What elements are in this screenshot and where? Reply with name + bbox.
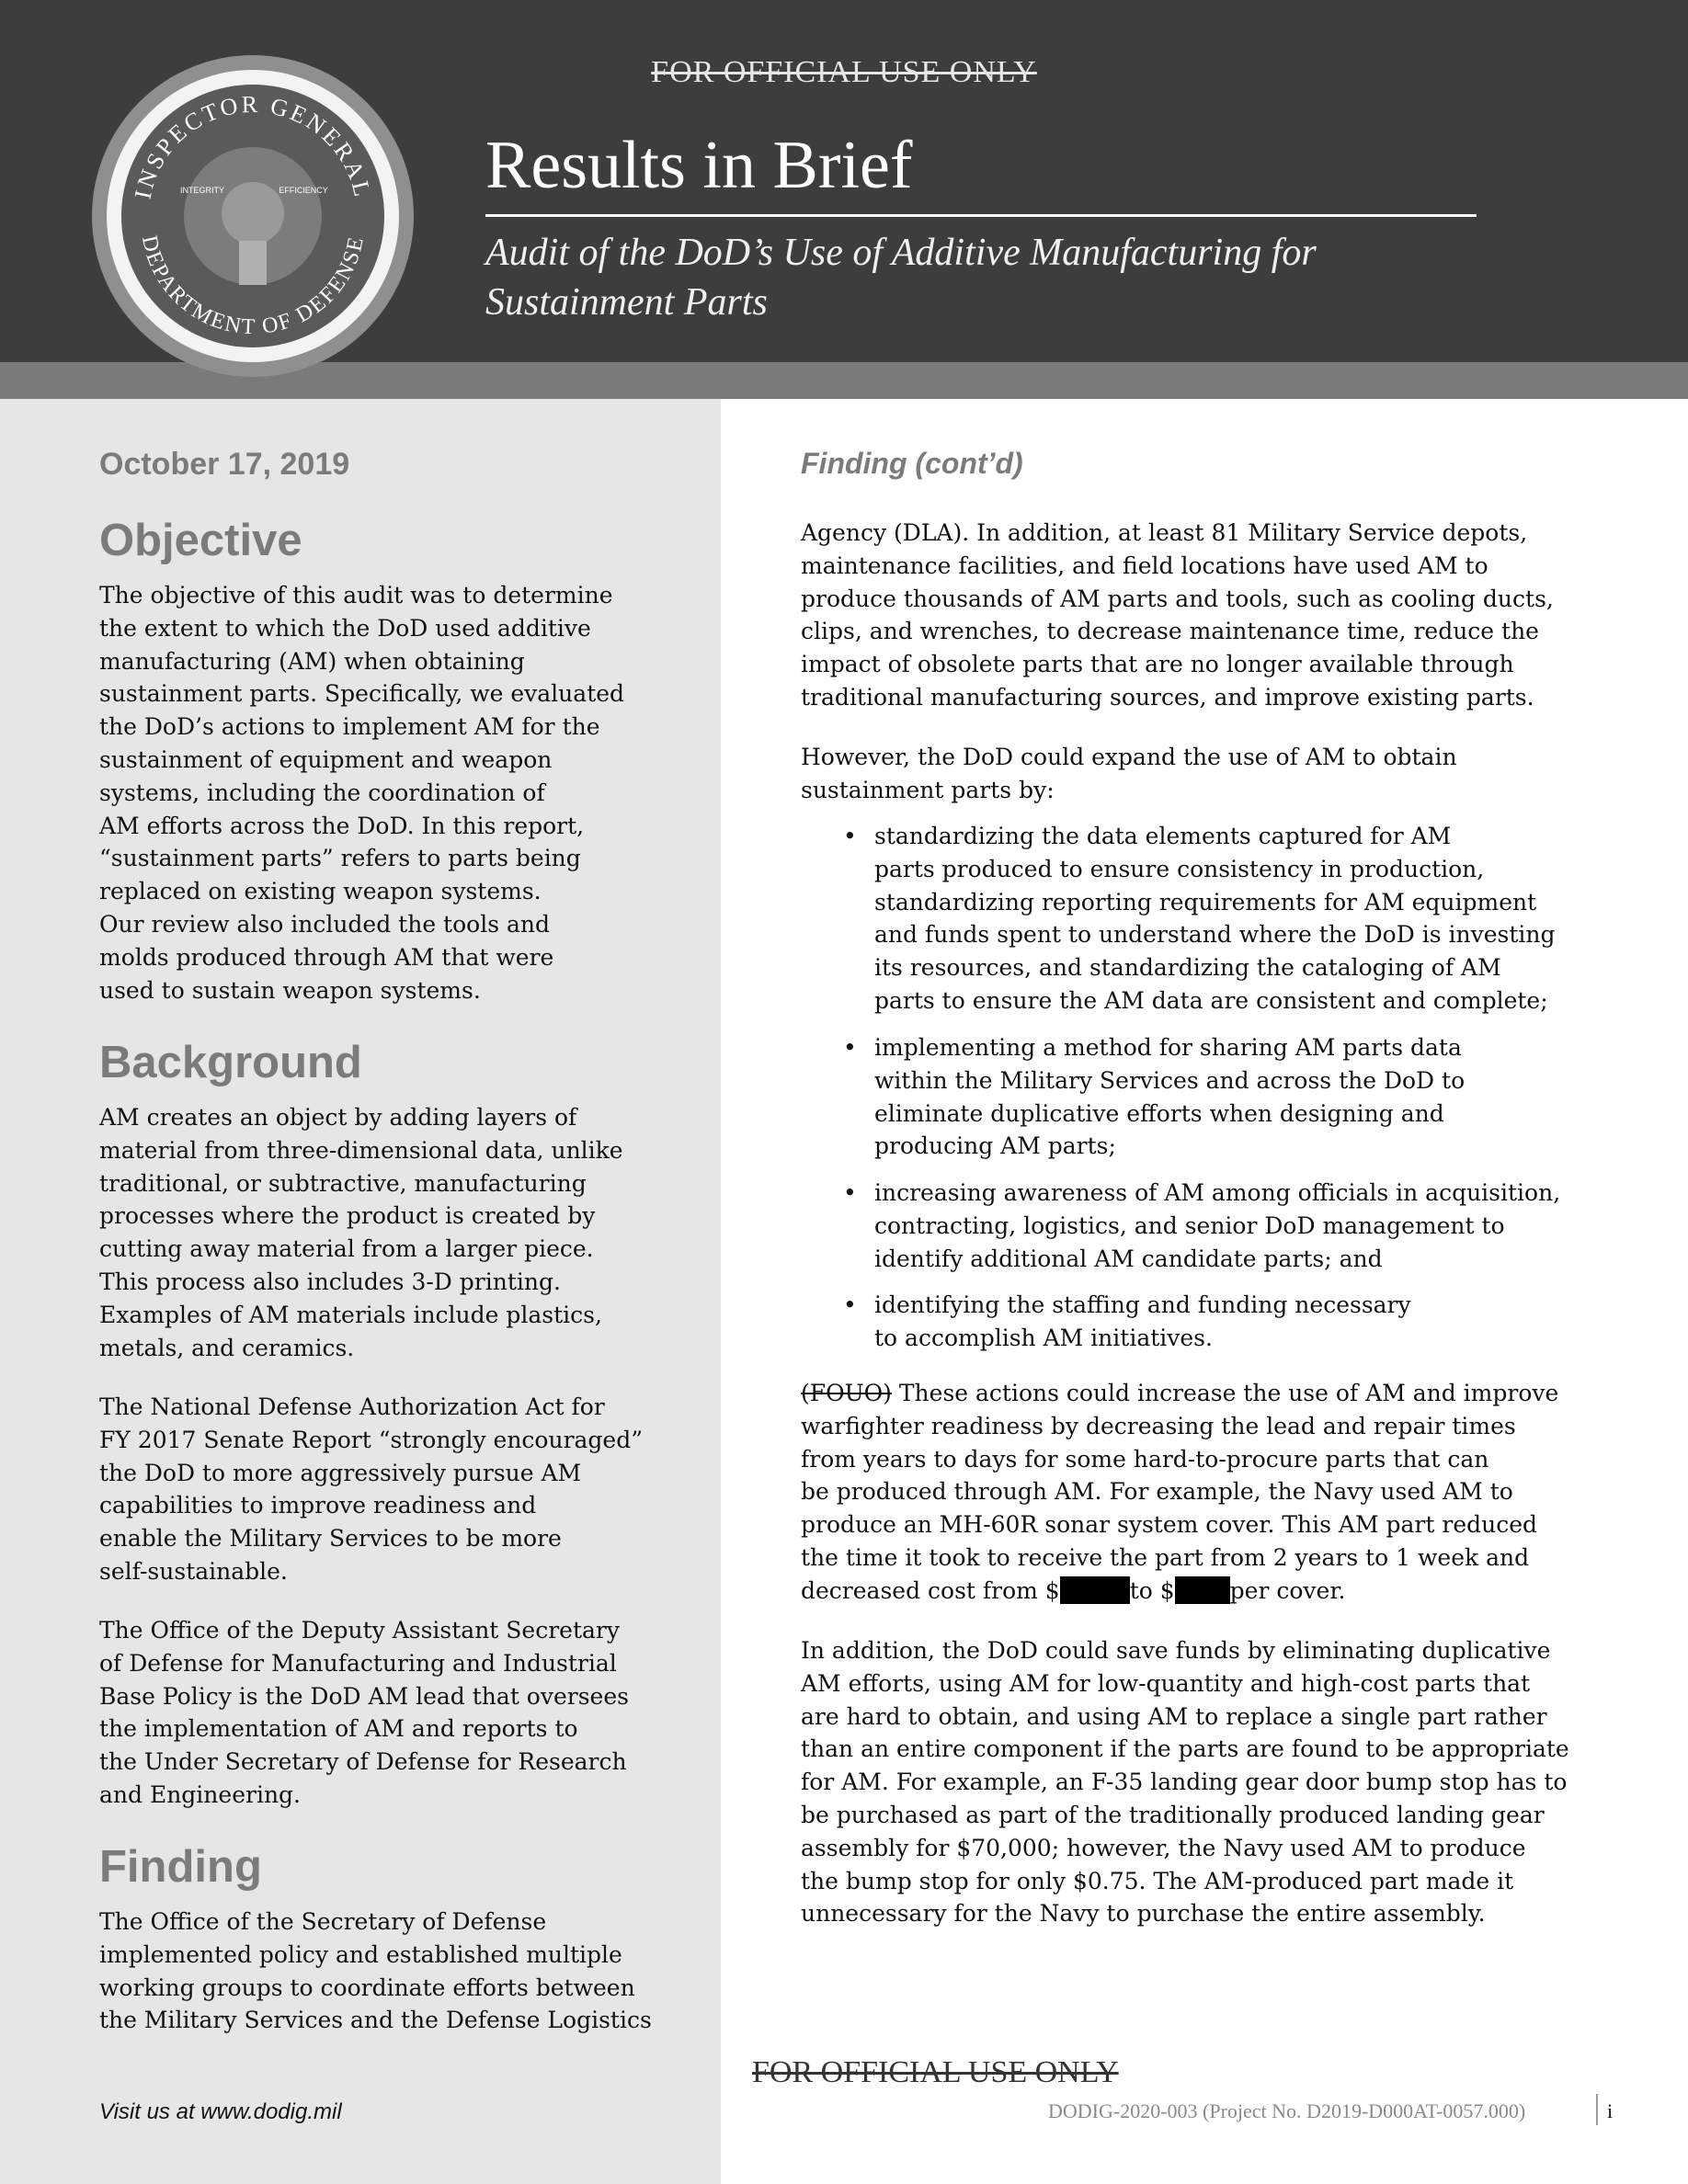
fouo-marking: (FOUO)	[801, 1380, 892, 1406]
list-item: implementing a method for sharing AM parts data within the Military Services and across the DoD to eliminate duplicative efforts when designing and producing AM parts;	[874, 1034, 1466, 1160]
subtitle-line-1: Audit of the DoD’s Use of Additive Manufacturing for	[485, 232, 1317, 274]
finding-paragraph-3	[801, 1377, 1610, 1608]
finding-paragraph-4: In addition, the DoD could save funds by eliminating duplicative AM efforts, using AM for low-quantity and high-cost parts that are hard to obtain, and using AM to replace a single part rather than an entire component if the parts are found to be appropriate for AM. For example, an F-35 landing gear door bump stop has to be purchased as part of the traditionally produced landing gear assembly for $70,000; however, the Navy used AM to produce the bump stop for only $0.75. The AM-produced part made it unnecessary for the Navy to purchase the entire assembly.	[801, 1637, 1569, 1928]
seal-top-text: INSPECTOR GENERAL	[129, 90, 377, 202]
background-paragraph-2: The National Defense Authorization Act for FY 2017 Senate Report “strongly encouraged” the DoD to more aggressively pursue AM capabilities to improve readiness and enable the Military Services to be more self-sustainable.	[99, 1393, 644, 1585]
page-title: Results in Brief	[485, 128, 913, 203]
cost-text-b: to $	[1129, 1576, 1175, 1604]
bullet-icon: •	[843, 823, 857, 849]
classification-bottom	[752, 2055, 1119, 2090]
seal-motto-left: INTEGRITY	[179, 186, 225, 195]
redaction-box	[1175, 1576, 1230, 1604]
finding-heading: Finding	[99, 1842, 262, 1892]
seal-eagle	[222, 182, 284, 245]
objective-text: The objective of this audit was to determine the extent to which the DoD used additive manufacturing (AM) when obtaining sustainment parts. Specifically, we evaluated the DoD’s actions to implement AM for the sustainment of equipment and weapon systems, including the coordination of AM efforts across the DoD. In this report, “sustainment parts” refers to parts being replaced on existing weapon systems. Our review also included the tools and molds produced through AM that were used to sustain weapon systems.	[99, 582, 625, 1004]
page-number: i	[1607, 2099, 1614, 2122]
footer-divider	[1596, 2094, 1598, 2125]
bullet-icon: •	[843, 1291, 857, 1318]
redaction-box	[1060, 1576, 1130, 1604]
classification-top	[0, 55, 1688, 90]
background-paragraph-3: The Office of the Deputy Assistant Secretary of Defense for Manufacturing and Industrial Base Policy is the DoD AM lead that oversees the implementation of AM and reports to the Under Secretary of Defense for Research and Engineering.	[99, 1617, 629, 1808]
background-heading: Background	[99, 1038, 362, 1087]
finding-text: The Office of the Secretary of Defense implemented policy and established multiple working groups to coordinate efforts between the Military Services and the Defense Logistics	[99, 1908, 652, 2034]
finding-paragraph-3-text: These actions could increase the use of AM and improve warfighter readiness by decreasing the lead and repair times from years to days for some hard-to-procure parts that can be produced through AM. For example, the Navy used AM to produce an MH-60R sonar system cover. This AM part reduced the time it took to receive the part from 2 years to 1 week and	[801, 1380, 1559, 1571]
classification-bottom-text: FOR OFFICIAL USE ONLY	[752, 2055, 1119, 2089]
title-divider	[485, 214, 1477, 217]
finding-paragraph-1: Agency (DLA). In addition, at least 81 Military Service depots, maintenance facilities, and field locations have used AM to produce thousands of AM parts and tools, such as cooling ducts, clips, and wrenches, to decrease maintenance time, reduce the impact of obsolete parts that are no longer available through traditional manufacturing sources, and improve existing parts.	[801, 519, 1554, 711]
report-date: October 17, 2019	[99, 447, 350, 482]
bullet-icon: •	[843, 1179, 857, 1206]
list-item: identifying the staffing and funding necessary to accomplish AM initiatives.	[874, 1291, 1411, 1351]
seal-torch	[239, 241, 267, 285]
seal-motto-right: EFFICIENCY	[279, 186, 328, 195]
website-link[interactable]: Visit us at www.dodig.mil	[99, 2099, 342, 2124]
seal-bottom-text: DEPARTMENT OF DEFENSE	[136, 233, 370, 340]
bullet-icon: •	[843, 1034, 857, 1061]
report-number: DODIG-2020-003 (Project No. D2019-D000AT-0057.000)	[1048, 2099, 1526, 2122]
list-item: standardizing the data elements captured for AM parts produced to ensure consistency in production, standardizing reporting requirements for AM equipment and funds spent to understand where the DoD is investing its resources, and standardizing the cataloging of AM parts to ensure the AM data are consistent and complete;	[874, 823, 1556, 1014]
finding-paragraph-2: However, the DoD could expand the use of AM to obtain sustainment parts by:	[801, 744, 1457, 803]
classification-top-text: FOR OFFICIAL USE ONLY	[651, 55, 1037, 89]
page-subtitle	[485, 228, 1478, 327]
seal-lettering	[121, 85, 384, 347]
cost-text-c: per cover.	[1229, 1576, 1346, 1604]
subtitle-line-2: Sustainment Parts	[485, 281, 768, 324]
cost-text-a: decreased cost from $	[801, 1576, 1060, 1604]
background-paragraph-1: AM creates an object by adding layers of material from three-dimensional data, unlike traditional, or subtractive, manufacturing processes where the product is created by cutting away material from a larger piece. This process also includes 3-D printing. Examples of AM materials include plastics, metals, and ceramics.	[99, 1104, 623, 1361]
objective-heading: Objective	[99, 516, 302, 565]
finding-contd-heading: Finding (cont’d)	[801, 447, 1023, 480]
list-item: increasing awareness of AM among officials in acquisition, contracting, logistics, and senior DoD management to identify additional AM candidate parts; and	[874, 1179, 1561, 1272]
